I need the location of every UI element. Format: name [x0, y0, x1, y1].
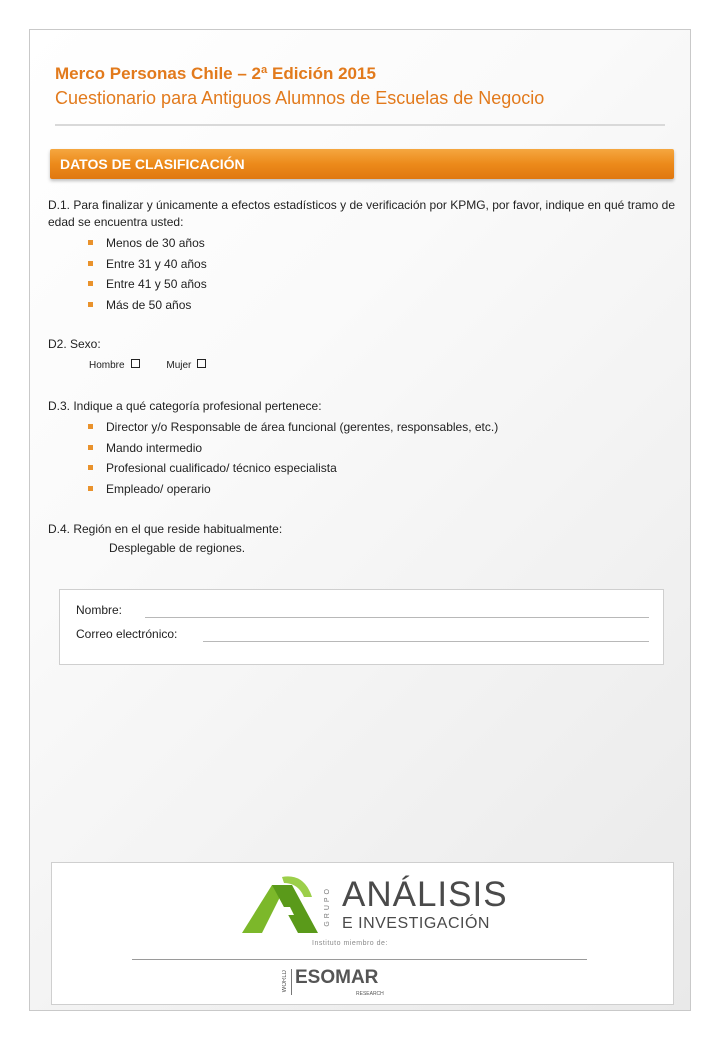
checkbox-female[interactable] — [197, 359, 206, 368]
category-option[interactable]: Director y/o Responsable de área funcional (gerentes, responsables, etc.) — [88, 417, 498, 438]
age-option[interactable]: Entre 31 y 40 años — [88, 254, 207, 275]
category-option[interactable]: Empleado/ operario — [88, 479, 498, 500]
bullet-square-icon — [88, 302, 93, 307]
footer-logo-box — [51, 862, 674, 1005]
age-options — [88, 233, 207, 315]
bullet-square-icon — [88, 424, 93, 429]
category-options — [88, 417, 498, 499]
bullet-square-icon — [88, 261, 93, 266]
category-option[interactable]: Profesional cualificado/ técnico especialista — [88, 458, 498, 479]
esomar-research-text: RESEARCH — [356, 991, 384, 997]
document-subtitle: Cuestionario para Antiguos Alumnos de Escuelas de Negocio — [55, 88, 545, 108]
question-age: D.1. Para finalizar y únicamente a efectos estadísticos y de verificación por KPMG, por favor, indique en qué tramo de edad se encuentra usted: — [48, 198, 675, 229]
age-option[interactable]: Más de 50 años — [88, 295, 207, 316]
email-field[interactable] — [203, 641, 649, 642]
checkbox-male[interactable] — [131, 359, 140, 368]
question-region: D.4. Región en el que reside habitualmente: — [48, 522, 283, 536]
contact-form — [59, 589, 664, 665]
age-option[interactable]: Entre 41 y 50 años — [88, 274, 207, 295]
bullet-square-icon — [88, 445, 93, 450]
footer-divider — [132, 959, 587, 960]
question-category: D.3. Indique a qué categoría profesional pertenece: — [48, 399, 322, 413]
question-sex: D2. Sexo: — [48, 337, 101, 351]
name-field[interactable] — [145, 617, 649, 618]
esomar-name-text: ESOMAR — [295, 967, 379, 988]
category-option[interactable]: Mando intermedio — [88, 438, 498, 459]
esomar-divider — [291, 969, 292, 995]
analisis-logo-icon — [242, 873, 322, 935]
esomar-logo — [282, 967, 384, 999]
logo-sub-text: E INVESTIGACIÓN — [342, 915, 490, 932]
esomar-world-text: WORLD — [282, 970, 288, 993]
logo-main-text: ANÁLISIS — [342, 875, 508, 914]
document-title: Merco Personas Chile – 2ª Edición 2015 — [55, 64, 376, 83]
bullet-square-icon — [88, 486, 93, 491]
sex-option-female[interactable]: Mujer — [166, 359, 206, 371]
bullet-square-icon — [88, 465, 93, 470]
section-banner: DATOS DE CLASIFICACIÓN — [50, 149, 674, 179]
bullet-square-icon — [88, 240, 93, 245]
age-option[interactable]: Menos de 30 años — [88, 233, 207, 254]
member-text: Instituto miembro de: — [312, 940, 388, 947]
email-label: Correo electrónico: — [76, 627, 178, 641]
bullet-square-icon — [88, 281, 93, 286]
sex-options — [89, 359, 206, 371]
sex-option-male[interactable]: Hombre — [89, 359, 140, 371]
name-label: Nombre: — [76, 603, 123, 617]
survey-page — [29, 29, 691, 1011]
logo-grupo-text: GRUPO — [324, 886, 331, 927]
region-dropdown[interactable]: Desplegable de regiones. — [109, 541, 246, 555]
title-divider — [55, 124, 665, 126]
